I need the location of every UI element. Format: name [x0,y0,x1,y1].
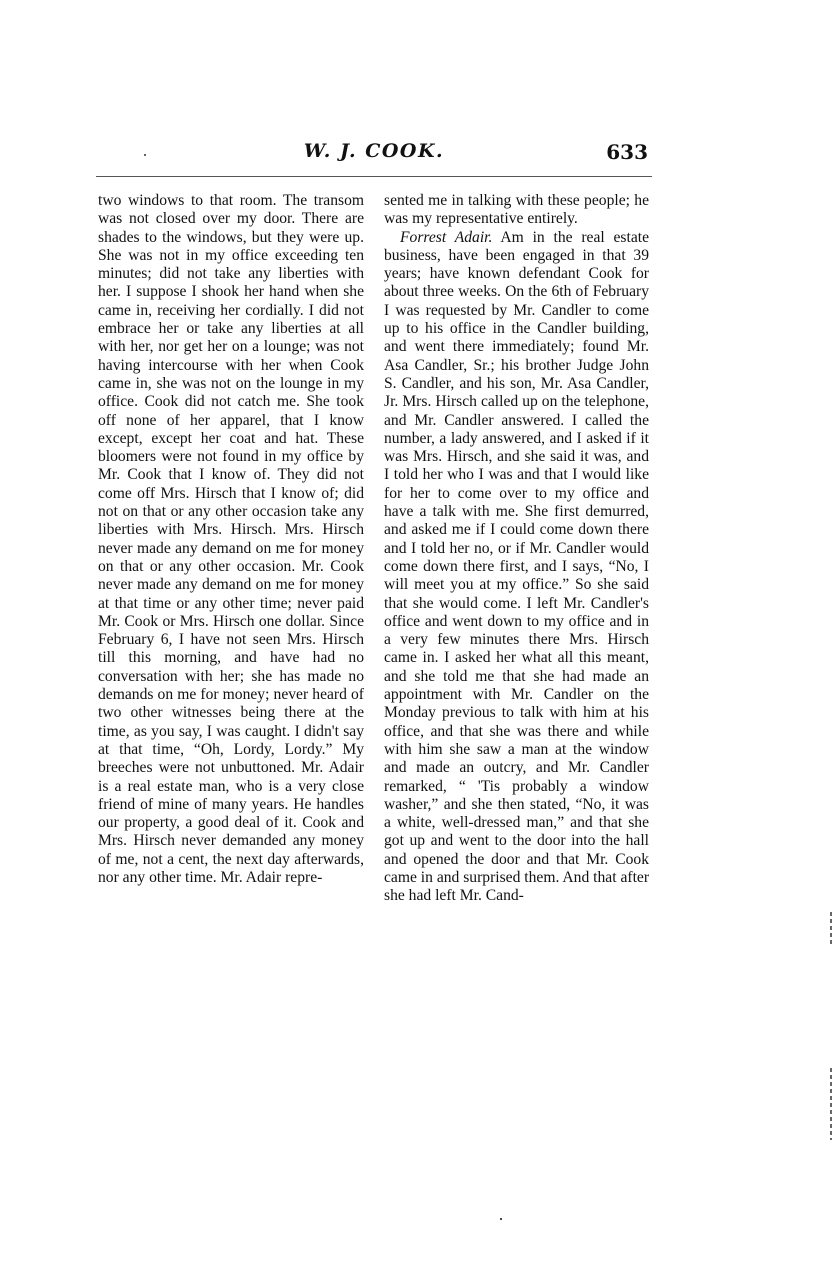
page-number: 633 [606,140,648,164]
right-column [384,192,649,906]
ink-speck [500,1218,502,1220]
header-rule [96,176,652,177]
running-title: W. J. COOK. [303,140,445,162]
running-head [96,140,652,170]
adair-testimony-paragraph [384,229,649,906]
left-column-text: two windows to that room. The transom was not closed over my door. There are shades to the windows, but they were up. She was not in my office exceeding ten minutes; did not take any liberties with her. I suppose I shook her hand when she came in, receiving her cordially. I did not embrace her or take any liberties at all with her, nor get her on a lounge; was not having intercourse with her when Cook came in, she was not on the lounge in my office. Cook did not catch me. She took off none of her apparel, that I know except, except her coat and hat. These bloomers were not found in my office by Mr. Cook that I know of. They did not come off Mrs. Hirsch that I know of; did not on that or any other occasion take any liberties with Mrs. Hirsch. Mrs. Hirsch never made any demand on me for money on that or any other occasion. Mr. Cook never made any demand on me for money at that time or any other time; never paid Mr. Cook or Mrs. Hirsch one dollar. Since February 6, I have not seen Mrs. Hirsch till this morning, and have had no conversation with her; she has made no demands on me for money; never heard of two other witnesses being there at the time, as you say, I was caught. I didn't say at that time, “Oh, Lordy, Lordy.” My breeches were not unbuttoned. Mr. Adair is a real estate man, who is a very close friend of mine of many years. He handles our property, a good deal of it. Cook and Mrs. Hirsch never demanded any money of me, not a cent, the next day afterwards, nor any other time. Mr. Adair repre- [98,192,364,886]
left-column [98,192,364,887]
margin-scan-mark-upper [830,912,832,946]
margin-scan-mark-lower [830,1068,832,1140]
speaker-name: Forrest Adair. [400,228,493,246]
adair-testimony-text: Am in the real estate business, have been engaged in that 39 years; have known defendant Cook for about three weeks. On the 6th of February I was requested by Mr. Candler to come up to his office in the Candler building, and went there immediately; found Mr. Asa Candler, Sr.; his brother Judge John S. Candler, and his son, Mr. Asa Candler, Jr. Mrs. Hirsch called up on the telephone, and Mr. Candler answered. I called the number, a lady answered, and I asked if it was Mrs. Hirsch, and she said it was, and I told her who I was and that I would like for her to come over to my office and have a talk with me. She first demurred, and asked me if I could come down there and I told her no, or if Mr. Candler would come down there first, and I says, “No, I will meet you at my office.” So she said that she would come. I left Mr. Candler's office and went down to my office and in a very few minutes there Mrs. Hirsch came in. I asked her what all this meant, and she told me that she had made an appointment with Mr. Candler on the Monday previous to talk with him at his office, and that she was there and while with him she saw a man at the window and made an outcry, and Mr. Candler remarked, “ 'Tis probably a window washer,” and she then stated, “No, it was a white, well-dressed man,” and that she got up and went to the door into the hall and opened the door and that Mr. Cook came in and surprised them. And that after she had left Mr. Cand- [384,228,650,905]
right-column-continuation: sented me in talking with these people; he was my representative entirely. [384,192,649,228]
